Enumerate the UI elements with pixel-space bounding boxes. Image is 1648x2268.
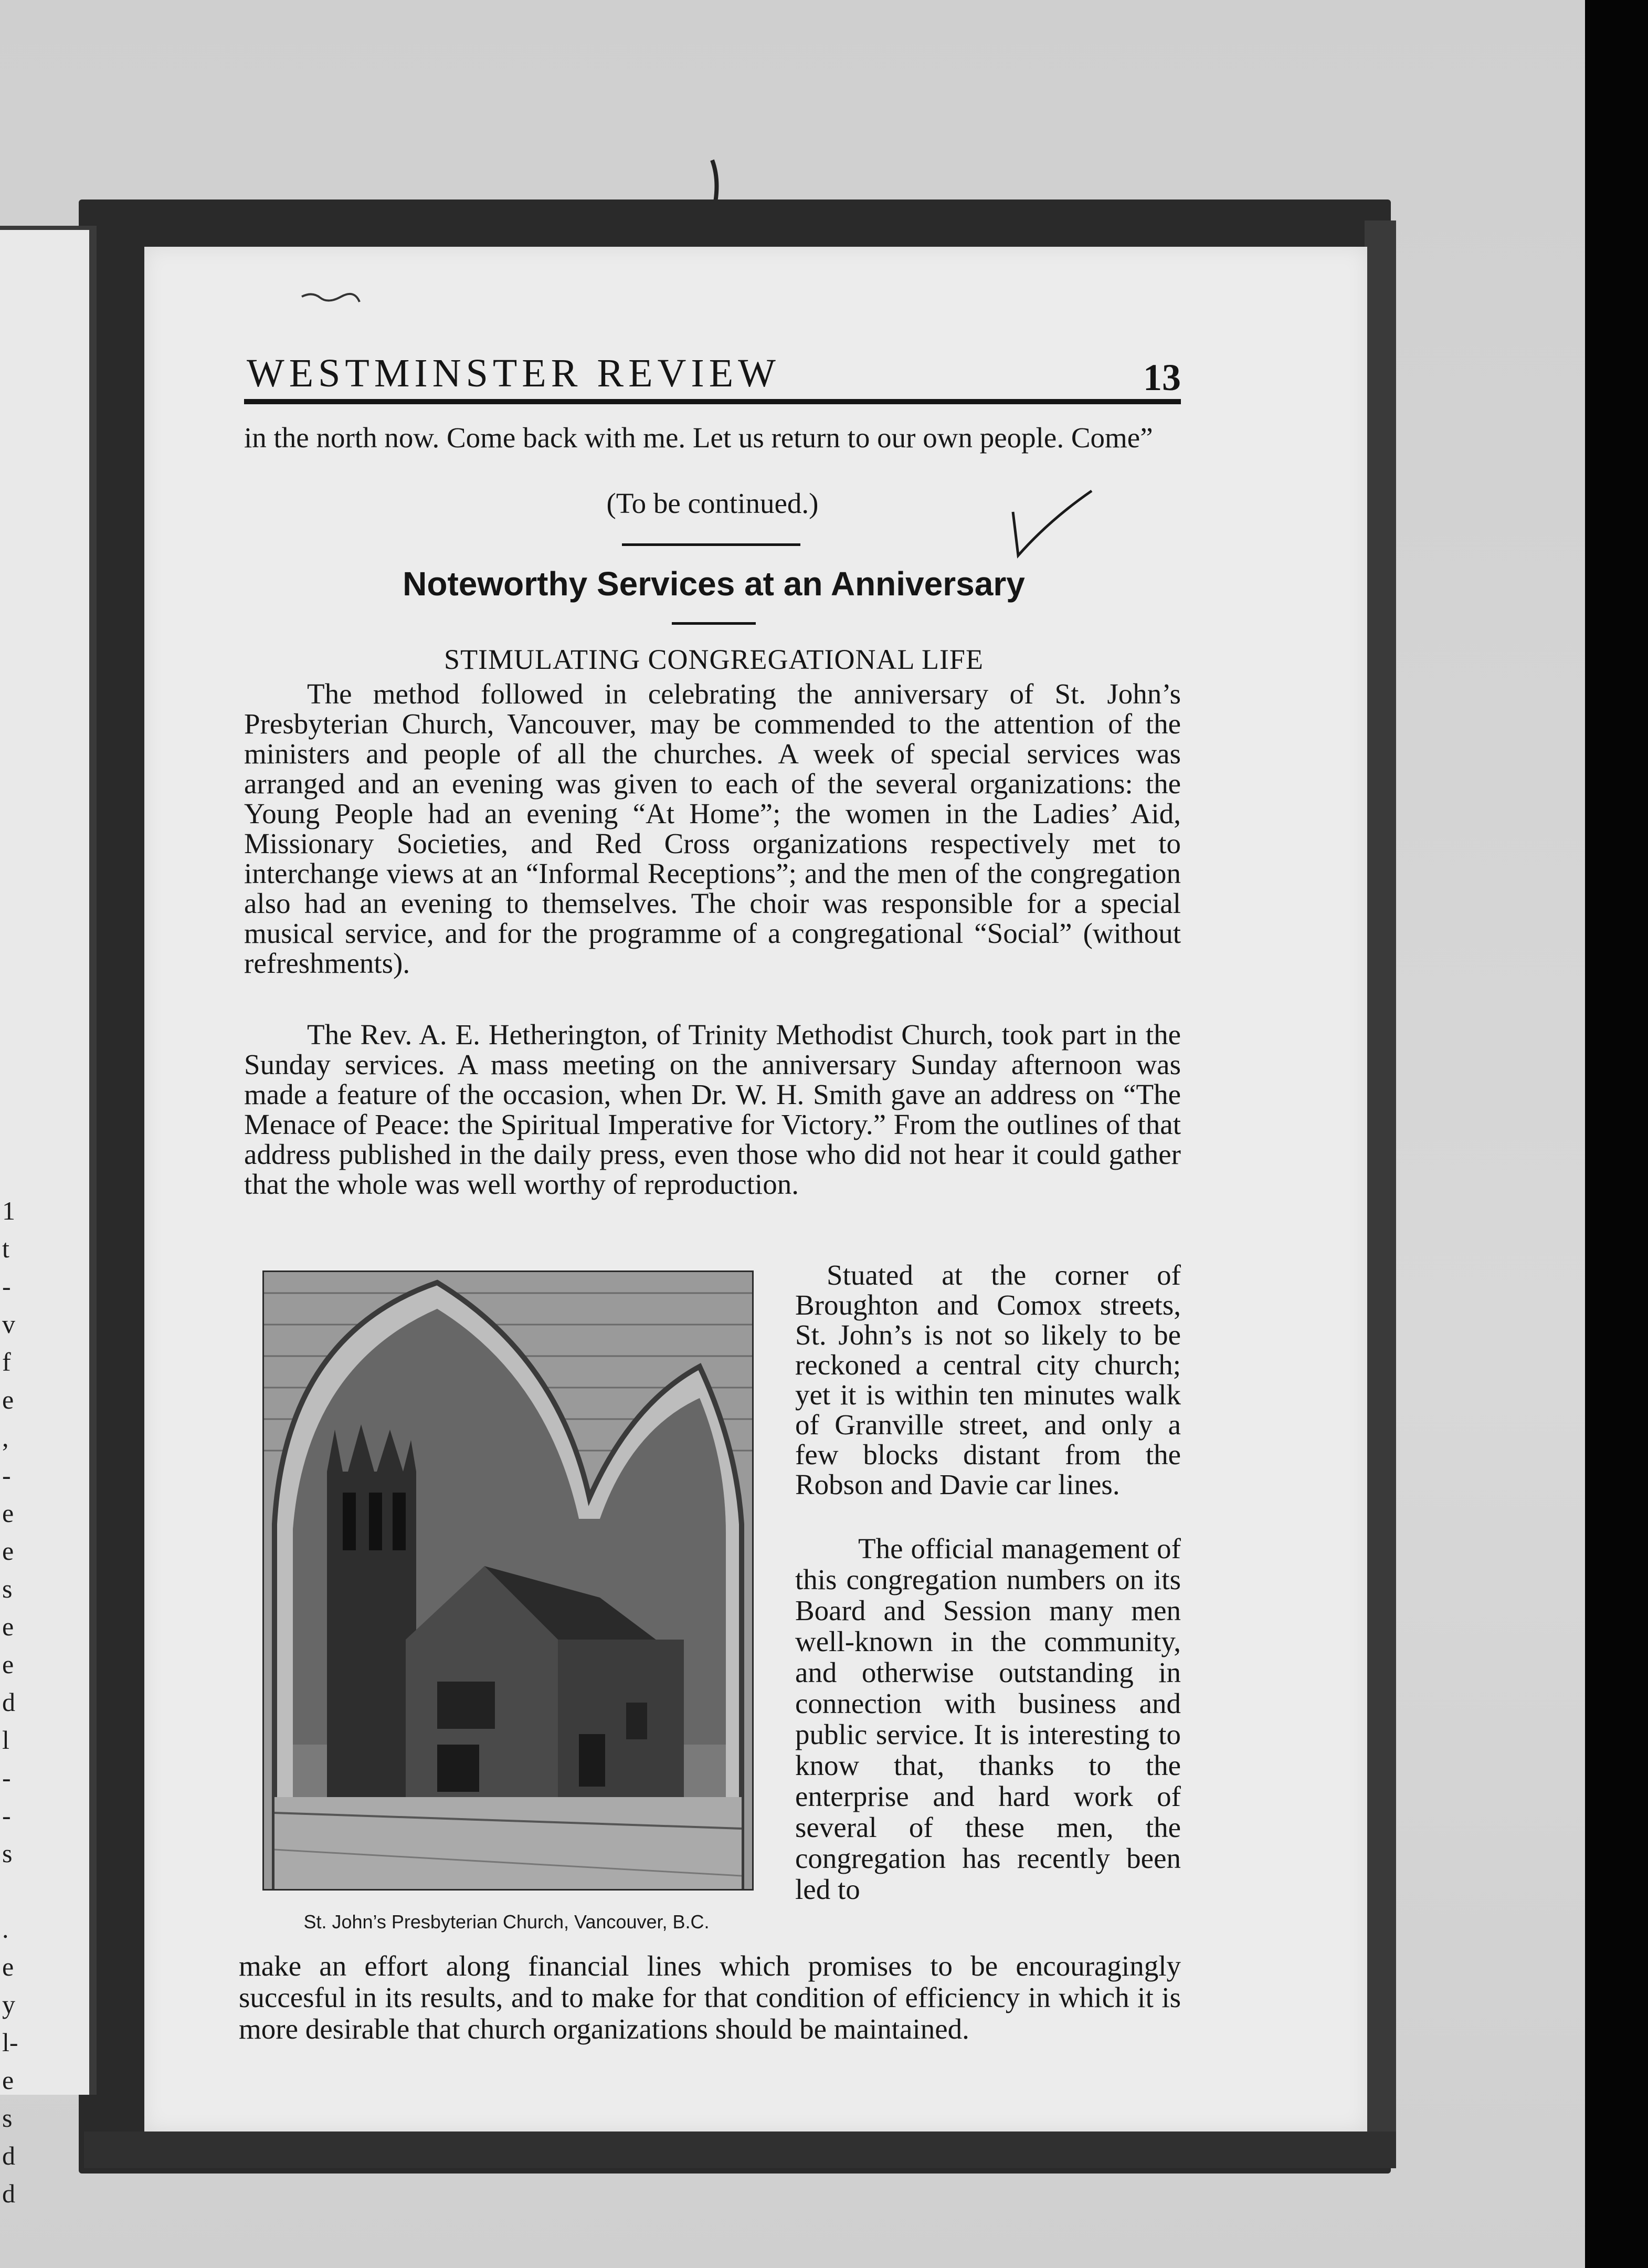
article-subheadline: STIMULATING CONGREGATIONAL LIFE [444,644,984,675]
continuation-text: in the north now. Come back with me. Let us return to our own people. Come” [244,422,1153,454]
running-header [247,351,1181,398]
margin-letter: - [2,1801,11,1830]
paragraph-4-full: make an effort along financial lines which promises to be encouragingly succesful in its results, and to make for that condition of efficiency in which it is more desirable that church organizations should be maintained. [239,1950,1181,2045]
margin-letter: d [2,1687,15,1717]
section-rule [622,543,800,546]
margin-letter: l- [2,2028,18,2057]
headline-rule [672,622,756,625]
margin-letter: t [2,1234,9,1263]
paragraph-2: The Rev. A. E. Hetherington, of Trinity Methodist Church, took part in the Sunday services. A mass meeting on the anniversary Sunday afternoon was made a feature of the occasion, when Dr. W. H. Smith gave an address on “The Menace of Peace: the Spiritual Imperative for Victory.” From the outlines of that address published in the daily press, even those who did not hear it could gather that the whole was well worthy of reproduction. [244,1018,1181,1200]
margin-letter: s [2,1574,13,1603]
article-headline: Noteworthy Services at an Anniversary [403,565,1025,603]
paragraph-4-side: The official management of this congregation numbers on its Board and Session many men well-known in the community, and otherwise outstanding in connection with business and public service. It is interesting to know that, thanks to the enterprise and hard work of several of these men, the congregation has recently been led to [795,1532,1181,1905]
pencil-scribble [299,286,362,307]
margin-letter: f [2,1347,11,1377]
margin-letter: s [2,1839,13,1868]
margin-letter: e [2,1498,14,1528]
margin-letter [2,1872,23,1910]
paragraph-3: Stuated at the corner of Broughton and Comox streets, St. John’s is not so likely to be reckoned a central city church; yet it is within ten minutes walk of Granville street, and only a few blocks distant from the Robson and Davie car lines. [795,1259,1181,1500]
paragraph-1: The method followed in celebrating the anniversary of St. John’s Presbyterian Church, Vancouver, may be commended to the attention of the ministers and people of all the churches. A week of special services was arranged and an evening was given to each of the several organizations: the Young People had an evening “At Home”; the women in the Ladies’ Aid, Missionary Societies, and Red Cross organizations respectively met to interchange views at an “Informal Receptions”; and the men of the congregation also had an evening to themselves. The choir was responsible for a special musical service, and for the programme of a congregational “Social” (without refreshments). [244,678,1181,979]
figure-caption: St. John’s Presbyterian Church, Vancouver, B.C. [303,1911,710,1933]
page-number: 13 [1143,356,1181,398]
checkmark-icon [1002,488,1097,562]
to-be-continued: (To be continued.) [606,487,819,519]
stray-mark [706,158,727,205]
margin-letter: e [2,1385,14,1414]
margin-letter: - [2,1763,11,1792]
left-facing-page [0,226,97,2208]
margin-letter: e [2,1650,14,1679]
margin-letter: - [2,1272,11,1301]
margin-letter: v [2,1309,15,1339]
margin-letter: s [2,2103,13,2133]
page-bottom-edge [84,2132,1396,2168]
left-page-margin-letters [2,1192,23,2212]
margin-letter: - [2,1461,11,1490]
page-edge-shadow [1365,220,1396,2163]
margin-letter: d [2,2141,15,2170]
margin-letter: 1 [2,1196,15,1225]
church-illustration-icon [264,1272,752,1889]
church-photograph [262,1270,754,1891]
margin-letter: , [2,1423,9,1452]
dark-border [1585,0,1648,2268]
margin-letter: d [2,2179,15,2208]
journal-title: WESTMINSTER REVIEW [247,351,780,395]
margin-letter: e [2,2065,14,2095]
margin-letter: e [2,1612,14,1641]
margin-letter: e [2,1952,14,1981]
header-rule [244,399,1181,404]
margin-letter: y [2,1990,15,2019]
margin-letter: l [2,1725,9,1755]
margin-letter: e [2,1536,14,1566]
margin-letter: . [2,1914,9,1944]
